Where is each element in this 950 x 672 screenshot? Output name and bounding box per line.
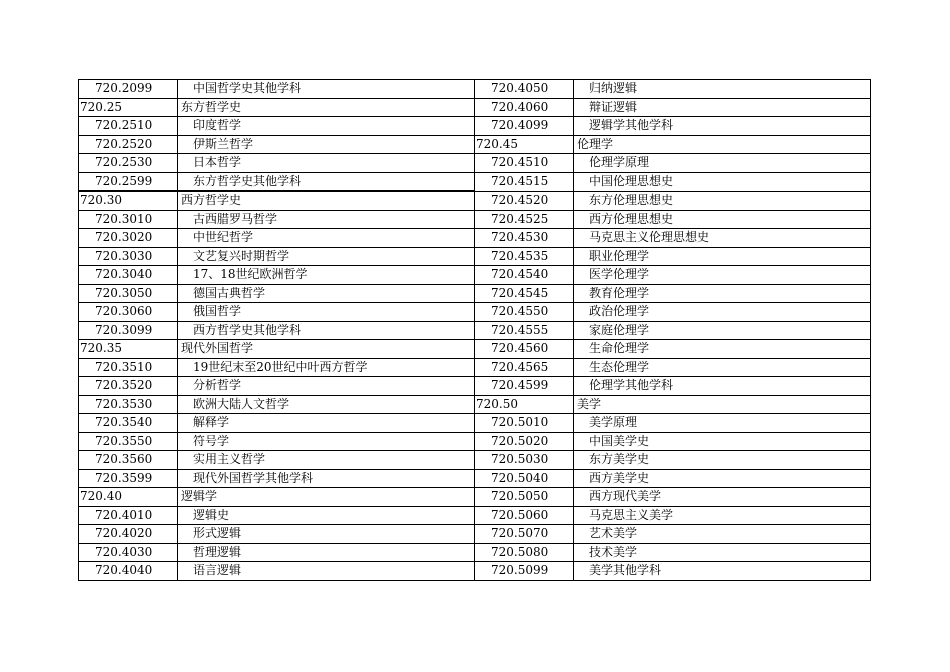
left-code-cell: 720.3530 (79, 395, 178, 414)
right-code-cell: 720.4599 (475, 377, 574, 396)
right-code-cell: 720.4565 (475, 358, 574, 377)
left-code-cell: 720.3010 (79, 210, 178, 229)
right-code-cell: 720.5040 (475, 469, 574, 488)
table-row (79, 303, 871, 322)
left-code-cell: 720.4040 (79, 562, 178, 581)
table-row (79, 172, 871, 191)
left-code-cell: 720.2099 (79, 80, 178, 99)
left-name-cell: 逻辑史 (178, 506, 475, 525)
table-row (79, 377, 871, 396)
table-row (79, 284, 871, 303)
left-code-cell: 720.3020 (79, 229, 178, 248)
right-code-cell: 720.5050 (475, 488, 574, 507)
left-code-cell: 720.3599 (79, 469, 178, 488)
right-name-cell: 归纳逻辑 (574, 80, 871, 99)
left-name-cell: 现代外国哲学 (178, 340, 475, 359)
right-code-cell: 720.4515 (475, 172, 574, 191)
table-row (79, 117, 871, 136)
right-name-cell: 家庭伦理学 (574, 321, 871, 340)
right-code-cell: 720.5020 (475, 432, 574, 451)
left-code-cell: 720.35 (79, 340, 178, 359)
left-code-cell: 720.3550 (79, 432, 178, 451)
table-row (79, 358, 871, 377)
right-code-cell: 720.4099 (475, 117, 574, 136)
right-name-cell: 西方现代美学 (574, 488, 871, 507)
left-name-cell: 欧洲大陆人文哲学 (178, 395, 475, 414)
right-code-cell: 720.4525 (475, 210, 574, 229)
left-name-cell: 古西腊罗马哲学 (178, 210, 475, 229)
table-row (79, 154, 871, 173)
left-code-cell: 720.3510 (79, 358, 178, 377)
right-code-cell: 720.4555 (475, 321, 574, 340)
table-row (79, 321, 871, 340)
right-name-cell: 马克思主义伦理思想史 (574, 229, 871, 248)
table-row (79, 506, 871, 525)
left-code-cell: 720.2530 (79, 154, 178, 173)
right-name-cell: 美学其他学科 (574, 562, 871, 581)
left-name-cell: 语言逻辑 (178, 562, 475, 581)
left-code-cell: 720.3560 (79, 451, 178, 470)
table-row (79, 562, 871, 581)
table-row (79, 98, 871, 117)
right-code-cell: 720.4510 (475, 154, 574, 173)
left-name-cell: 中国哲学史其他学科 (178, 80, 475, 99)
left-name-cell: 19世纪末至20世纪中叶西方哲学 (178, 358, 475, 377)
left-name-cell: 实用主义哲学 (178, 451, 475, 470)
right-name-cell: 生命伦理学 (574, 340, 871, 359)
left-name-cell: 东方哲学史其他学科 (178, 172, 475, 191)
right-name-cell: 中国美学史 (574, 432, 871, 451)
right-name-cell: 艺术美学 (574, 525, 871, 544)
right-code-cell: 720.45 (475, 135, 574, 154)
left-name-cell: 形式逻辑 (178, 525, 475, 544)
left-name-cell: 中世纪哲学 (178, 229, 475, 248)
right-name-cell: 伦理学原理 (574, 154, 871, 173)
left-name-cell: 西方哲学史 (178, 191, 475, 210)
right-code-cell: 720.4520 (475, 191, 574, 210)
right-name-cell: 西方美学史 (574, 469, 871, 488)
right-code-cell: 720.5099 (475, 562, 574, 581)
right-name-cell: 辩证逻辑 (574, 98, 871, 117)
right-name-cell: 西方伦理思想史 (574, 210, 871, 229)
left-code-cell: 720.2510 (79, 117, 178, 136)
right-code-cell: 720.4550 (475, 303, 574, 322)
left-name-cell: 西方哲学史其他学科 (178, 321, 475, 340)
left-name-cell: 现代外国哲学其他学科 (178, 469, 475, 488)
table-row (79, 80, 871, 99)
table-row (79, 414, 871, 433)
left-name-cell: 分析哲学 (178, 377, 475, 396)
right-code-cell: 720.5070 (475, 525, 574, 544)
left-code-cell: 720.30 (79, 191, 178, 210)
right-name-cell: 职业伦理学 (574, 247, 871, 266)
left-name-cell: 德国古典哲学 (178, 284, 475, 303)
table-body (79, 80, 871, 581)
table-row (79, 395, 871, 414)
right-code-cell: 720.4540 (475, 266, 574, 285)
right-code-cell: 720.4545 (475, 284, 574, 303)
left-name-cell: 哲理逻辑 (178, 543, 475, 562)
right-code-cell: 720.4050 (475, 80, 574, 99)
right-code-cell: 720.50 (475, 395, 574, 414)
table-row (79, 451, 871, 470)
table-row (79, 525, 871, 544)
left-code-cell: 720.3060 (79, 303, 178, 322)
right-name-cell: 东方美学史 (574, 451, 871, 470)
discipline-code-table (78, 79, 871, 581)
right-code-cell: 720.4530 (475, 229, 574, 248)
classification-table-sheet (78, 79, 870, 581)
left-name-cell: 逻辑学 (178, 488, 475, 507)
table-row (79, 469, 871, 488)
table-row (79, 247, 871, 266)
left-code-cell: 720.3540 (79, 414, 178, 433)
right-code-cell: 720.5010 (475, 414, 574, 433)
table-row (79, 135, 871, 154)
left-code-cell: 720.4010 (79, 506, 178, 525)
right-name-cell: 医学伦理学 (574, 266, 871, 285)
right-name-cell: 伦理学 (574, 135, 871, 154)
right-code-cell: 720.4560 (475, 340, 574, 359)
right-name-cell: 中国伦理思想史 (574, 172, 871, 191)
right-name-cell: 政治伦理学 (574, 303, 871, 322)
left-name-cell: 日本哲学 (178, 154, 475, 173)
left-code-cell: 720.3040 (79, 266, 178, 285)
left-name-cell: 17、18世纪欧洲哲学 (178, 266, 475, 285)
left-code-cell: 720.3099 (79, 321, 178, 340)
left-code-cell: 720.3050 (79, 284, 178, 303)
left-name-cell: 东方哲学史 (178, 98, 475, 117)
left-code-cell: 720.2599 (79, 172, 178, 191)
right-code-cell: 720.5030 (475, 451, 574, 470)
left-code-cell: 720.25 (79, 98, 178, 117)
right-name-cell: 技术美学 (574, 543, 871, 562)
right-name-cell: 逻辑学其他学科 (574, 117, 871, 136)
table-row (79, 266, 871, 285)
right-code-cell: 720.5060 (475, 506, 574, 525)
right-name-cell: 东方伦理思想史 (574, 191, 871, 210)
right-name-cell: 马克思主义美学 (574, 506, 871, 525)
left-name-cell: 伊斯兰哲学 (178, 135, 475, 154)
left-code-cell: 720.3030 (79, 247, 178, 266)
left-code-cell: 720.2520 (79, 135, 178, 154)
right-code-cell: 720.4060 (475, 98, 574, 117)
table-row (79, 488, 871, 507)
right-name-cell: 伦理学其他学科 (574, 377, 871, 396)
table-row (79, 191, 871, 210)
right-code-cell: 720.5080 (475, 543, 574, 562)
right-name-cell: 生态伦理学 (574, 358, 871, 377)
table-row (79, 210, 871, 229)
left-code-cell: 720.3520 (79, 377, 178, 396)
left-code-cell: 720.4030 (79, 543, 178, 562)
right-name-cell: 教育伦理学 (574, 284, 871, 303)
right-name-cell: 美学 (574, 395, 871, 414)
left-name-cell: 文艺复兴时期哲学 (178, 247, 475, 266)
left-name-cell: 俄国哲学 (178, 303, 475, 322)
right-code-cell: 720.4535 (475, 247, 574, 266)
right-name-cell: 美学原理 (574, 414, 871, 433)
table-row (79, 340, 871, 359)
left-code-cell: 720.40 (79, 488, 178, 507)
table-row (79, 543, 871, 562)
table-row (79, 229, 871, 248)
left-name-cell: 符号学 (178, 432, 475, 451)
left-name-cell: 解释学 (178, 414, 475, 433)
left-name-cell: 印度哲学 (178, 117, 475, 136)
table-row (79, 432, 871, 451)
left-code-cell: 720.4020 (79, 525, 178, 544)
